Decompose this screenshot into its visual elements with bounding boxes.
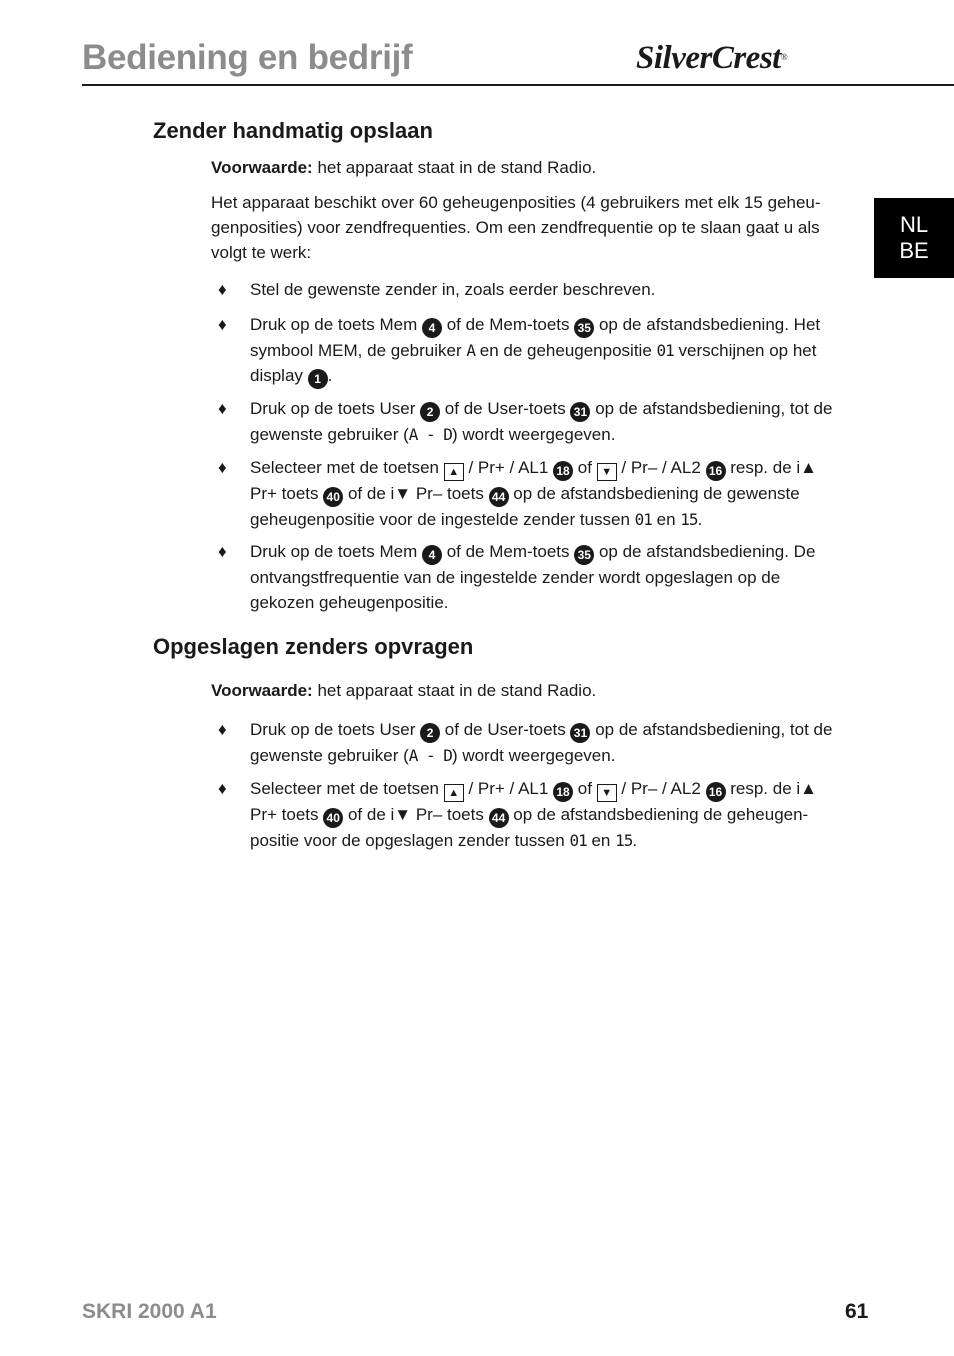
down-key-icon: ▼: [597, 463, 617, 481]
condition-text: Voorwaarde: het apparaat staat in de stand Radio.: [211, 158, 597, 177]
display-symbol: 01: [634, 510, 652, 529]
display-symbol: A: [466, 341, 476, 360]
list-item: Druk op de toets User 2 of de User-toets 31 op de afstandsbediening, tot de gewenste gebruiker (A - D) wordt weergegeven.: [250, 720, 833, 765]
ref-number: 44: [489, 808, 509, 828]
ref-number: 2: [420, 402, 440, 422]
header-divider: [82, 84, 954, 86]
ref-number: 1: [308, 369, 328, 389]
bullet-icon: ♦: [218, 458, 227, 477]
up-key-icon: ▲: [444, 784, 464, 802]
ref-number: 40: [323, 487, 343, 507]
ref-number: 4: [422, 545, 442, 565]
ref-number: 16: [706, 782, 726, 802]
ref-number: 35: [574, 545, 594, 565]
display-symbol: 01: [569, 831, 587, 850]
display-symbol: 15: [615, 831, 633, 850]
ref-number: 18: [553, 461, 573, 481]
display-symbol: A - D: [408, 425, 452, 444]
display-symbol: 01: [656, 341, 674, 360]
bullet-icon: ♦: [218, 720, 227, 739]
list-item: Selecteer met de toetsen ▲ / Pr+ / AL1 18 of ▼ / Pr– / AL2 16 resp. de i▲ Pr+ toets 40 of de i▼ Pr– toets 44 op de afstandsbediening de geheugen-positie voor de opgeslagen zender tussen 01 en 15.: [250, 779, 817, 850]
bullet-icon: ♦: [218, 779, 227, 798]
bullet-icon: ♦: [218, 542, 227, 561]
down-key-icon: ▼: [597, 784, 617, 802]
list-item: Selecteer met de toetsen ▲ / Pr+ / AL1 18 of ▼ / Pr– / AL2 16 resp. de i▲ Pr+ toets 40 of de i▼ Pr– toets 44 op de afstandsbediening de gewenste geheugenpositie voor de ingestelde zender tussen 01 en 15.: [250, 458, 817, 529]
up-key-icon: ▲: [444, 463, 464, 481]
list-item: Druk op de toets Mem 4 of de Mem-toets 35 op de afstandsbediening. Het symbool MEM, de gebruiker A en de geheugenpositie 01 verschijnen op het display 1 .: [250, 312, 835, 389]
list-item: Stel de gewenste zender in, zoals eerder beschreven.: [250, 280, 656, 299]
ref-number: 18: [553, 782, 573, 802]
ref-number: 31: [570, 402, 590, 422]
list-item: Druk op de toets User 2 of de User-toets 31 op de afstandsbediening, tot de gewenste gebruiker (A - D) wordt weergegeven.: [250, 399, 833, 444]
page-title: Bediening en bedrijf: [82, 38, 413, 77]
intro-paragraph: Het apparaat beschikt over 60 geheugenposities (4 gebruikers met elk 15 geheu-genposities) voor zendfrequenties. Om een zendfrequentie op te slaan gaat u als volgt te werk:: [211, 193, 821, 262]
bullet-icon: ♦: [218, 280, 227, 299]
condition-text: Voorwaarde: het apparaat staat in de stand Radio.: [211, 681, 597, 700]
ref-number: 4: [422, 318, 442, 338]
list-item: Druk op de toets Mem 4 of de Mem-toets 35 op de afstandsbediening. De ontvangstfrequentie van de ingestelde zender wordt opgeslagen op de gekozen geheugenpositie.: [250, 542, 816, 612]
ref-number: 16: [706, 461, 726, 481]
ref-number: 40: [323, 808, 343, 828]
ref-number: 35: [574, 318, 594, 338]
ref-number: 2: [420, 723, 440, 743]
bullet-icon: ♦: [218, 399, 227, 418]
page-number: 61: [845, 1300, 869, 1323]
display-symbol: 15: [680, 510, 698, 529]
section-heading-recall: Opgeslagen zenders opvragen: [153, 634, 474, 659]
ref-number: 31: [570, 723, 590, 743]
display-symbol: A - D: [408, 746, 452, 765]
language-tab: NL BE: [874, 198, 954, 278]
bullet-icon: ♦: [218, 315, 227, 334]
section-heading-manual-save: Zender handmatig opslaan: [153, 118, 433, 143]
ref-number: 44: [489, 487, 509, 507]
brand-logo: SilverCrest®: [636, 40, 788, 76]
footer-model: SKRI 2000 A1: [82, 1300, 217, 1323]
